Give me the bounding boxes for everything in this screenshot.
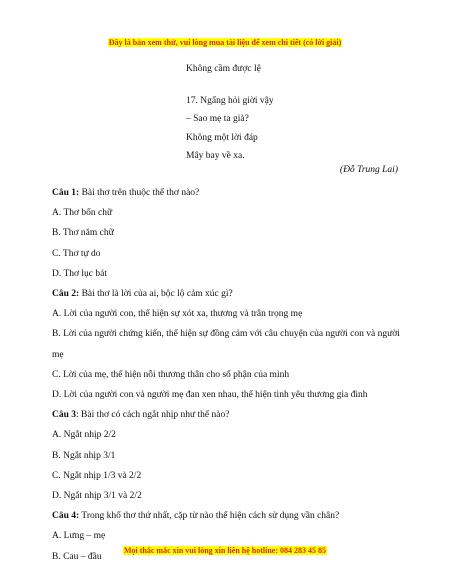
answer-option: C. Thơ tự do <box>52 248 101 259</box>
answer-option: B. Ngắt nhịp 3/1 <box>52 450 116 461</box>
hotline-text: Mọi thắc mắc xin vui lòng xin liên hệ hotline: 084 283 45 85 <box>123 546 326 555</box>
poem-author: (Đỗ Trung Lai) <box>339 165 398 175</box>
answer-option: A. Lời của người con, thể hiện sự xót xa, thương và trân trọng mẹ <box>52 309 303 320</box>
answer-option: C. Lời của mẹ, thể hiện nỗi thương thân cho số phận của mình <box>52 369 290 380</box>
poem-line: 17. Ngẩng hỏi giời vậy <box>186 95 274 106</box>
question-text: Bài thơ là lời của ai, bộc lộ cảm xúc gì? <box>79 289 233 300</box>
answer-option: A. Ngắt nhịp 2/2 <box>52 430 116 441</box>
answer-option: B. Cau – đầu <box>52 551 102 562</box>
question-1 <box>52 183 402 203</box>
question-list <box>52 183 402 567</box>
question-label: Câu 1: <box>52 188 80 198</box>
poem-line: Mây bay về xa. <box>186 151 245 161</box>
question-4 <box>52 506 402 526</box>
hotline-notice <box>0 546 450 555</box>
question-label: Câu 3 <box>52 410 77 421</box>
preview-notice-text: Đây là bản xem thử, vui lòng mua tài liệu để xem chi tiết (có lời giải) <box>108 38 342 47</box>
question-3 <box>52 405 402 425</box>
answer-option: B. Thơ năm chữ <box>52 228 114 239</box>
question-text: : Bài thơ có cách ngắt nhịp như thế nào? <box>76 410 230 421</box>
question-label: Câu 2: <box>52 289 80 300</box>
answer-option: D. Thơ lục bát <box>52 268 107 279</box>
poem-line: Không một lời đáp <box>186 132 258 143</box>
question-text: Trong khổ thơ thứ nhất, cặp từ nào thể hiện cách sử dụng vần chân? <box>79 511 340 522</box>
answer-option: C. Ngắt nhịp 1/3 và 2/2 <box>52 470 142 481</box>
poem-line: Không cầm được lệ <box>186 64 261 74</box>
question-2 <box>52 284 402 304</box>
answer-option: A. Lưng – mẹ <box>52 531 106 542</box>
answer-option: D. Ngắt nhịp 3/1 và 2/2 <box>52 491 142 502</box>
answer-option: D. Lời của người con và người mẹ đan xen nhau, thể hiện tình yêu thương gia đình <box>52 390 368 401</box>
question-label: Câu 4: <box>52 511 80 522</box>
poem-line: – Sao mẹ ta già? <box>186 114 249 124</box>
question-text: Bài thơ trên thuộc thể thơ nào? <box>79 188 200 198</box>
poem-excerpt <box>186 60 386 166</box>
answer-option: A. Thơ bốn chữ <box>52 208 113 219</box>
answer-option: B. Lời của người chứng kiến, thể hiện sự đồng cảm với câu chuyện của người con và người mẹ <box>52 329 400 360</box>
preview-notice-banner <box>0 38 450 47</box>
